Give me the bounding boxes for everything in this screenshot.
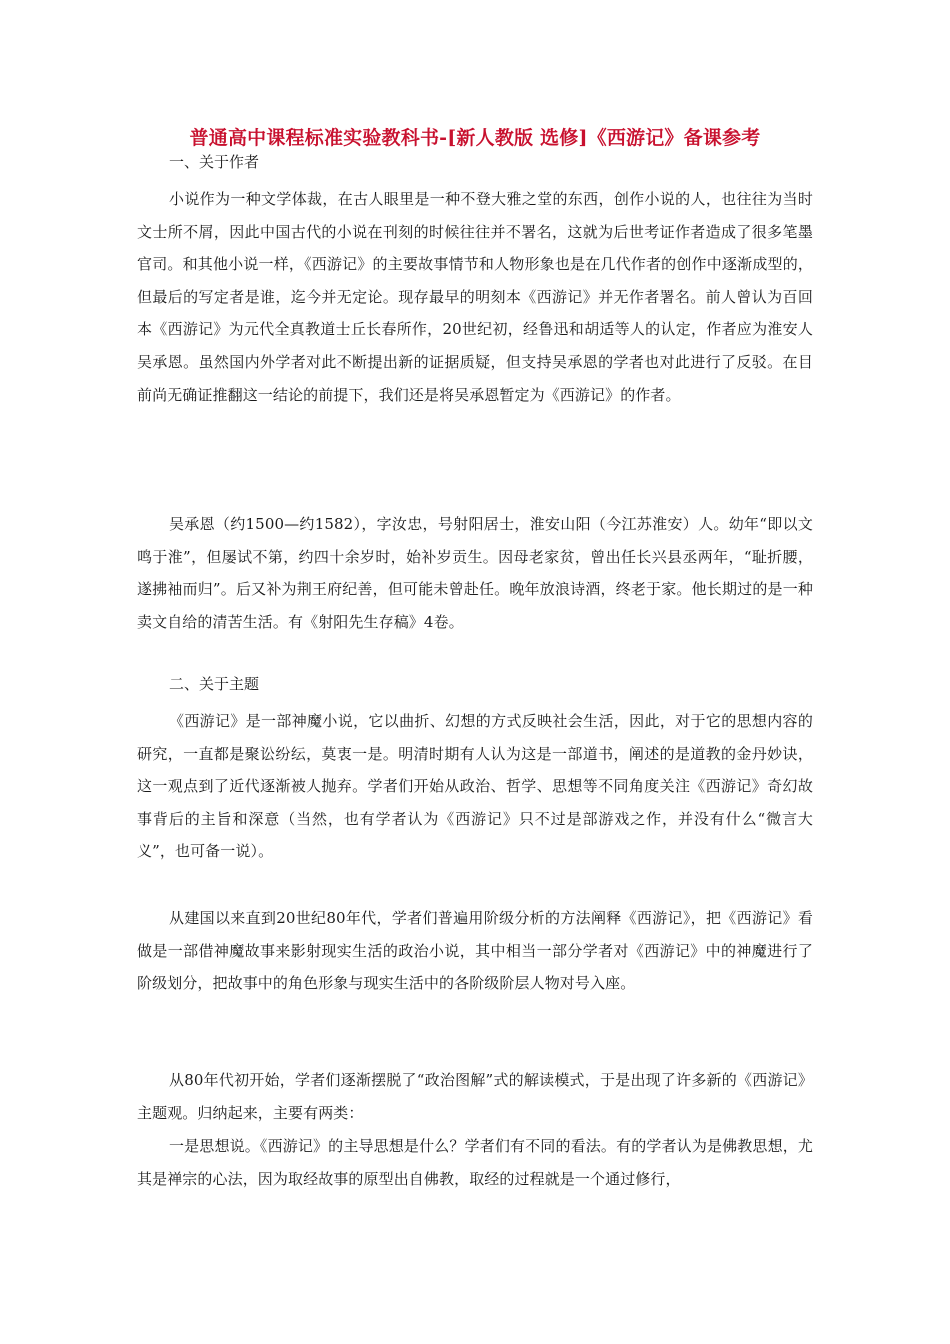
paragraph-class-analysis: 从建国以来直到20世纪80年代，学者们普遍用阶级分析的方法阐释《西游记》，把《西游记》看做是一部借神魔故事来影射现实生活的政治小说，其中相当一部分学者对《西游记》中的神魔进行了阶级划分，把故事中的角色形象与现实生活中的各阶级阶层人物对号入座。	[137, 909, 813, 993]
paragraph-new-views: 从80年代初开始，学者们逐渐摆脱了“政治图解”式的解读模式，于是出现了许多新的《西游记》主题观。归纳起来，主要有两类：	[137, 1071, 813, 1122]
paragraph-thought-theory: 一是思想说。《西游记》的主导思想是什么？学者们有不同的看法。有的学者认为是佛教思想，尤其是禅宗的心法，因为取经故事的原型出自佛教，取经的过程就是一个通过修行，	[137, 1137, 813, 1188]
section-heading-theme: 二、关于主题	[169, 675, 260, 693]
paragraph-wu-chengen-bio: 吴承恩（约1500—约1582），字汝忠，号射阳居士，淮安山阳（今江苏淮安）人。幼年“即以文鸣于淮”，但屡试不第，约四十余岁时，始补岁贡生。因母老家贫，曾出任长兴县丞两年，“耻折腰，遂拂袖而归”。后又补为荆王府纪善，但可能未曾赴任。晚年放浪诗酒，终老于家。他长期过的是一种卖文自给的清苦生活。有《射阳先生存稿》4卷。	[137, 515, 813, 631]
section-heading-author: 一、关于作者	[169, 153, 260, 171]
paragraph-author-intro: 小说作为一种文学体裁，在古人眼里是一种不登大雅之堂的东西，创作小说的人，也往往为当时文士所不屑，因此中国古代的小说在刊刻的时候往往并不署名，这就为后世考证作者造成了很多笔墨官司。和其他小说一样，《西游记》的主要故事情节和人物形象也是在几代作者的创作中逐渐成型的，但最后的写定者是谁，迄今并无定论。现存最早的明刻本《西游记》并无作者署名。前人曾认为百回本《西游记》为元代全真教道士丘长春所作，20世纪初，经鲁迅和胡适等人的认定，作者应为淮安人吴承恩。虽然国内外学者对此不断提出新的证据质疑，但支持吴承恩的学者也对此进行了反驳。在目前尚无确证推翻这一结论的前提下，我们还是将吴承恩暂定为《西游记》的作者。	[137, 190, 813, 404]
document-title: 普通高中课程标准实验教科书-[新人教版 选修]《西游记》备课参考	[189, 127, 761, 149]
paragraph-theme-overview: 《西游记》是一部神魔小说，它以曲折、幻想的方式反映社会生活，因此，对于它的思想内容的研究，一直都是聚讼纷纭，莫衷一是。明清时期有人认为这是一部道书，阐述的是道教的金丹妙诀，这一观点到了近代逐渐被人抛弃。学者们开始从政治、哲学、思想等不同角度关注《西游记》奇幻故事背后的主旨和深意（当然，也有学者认为《西游记》只不过是部游戏之作，并没有什么“微言大义”，也可备一说）。	[137, 712, 813, 861]
